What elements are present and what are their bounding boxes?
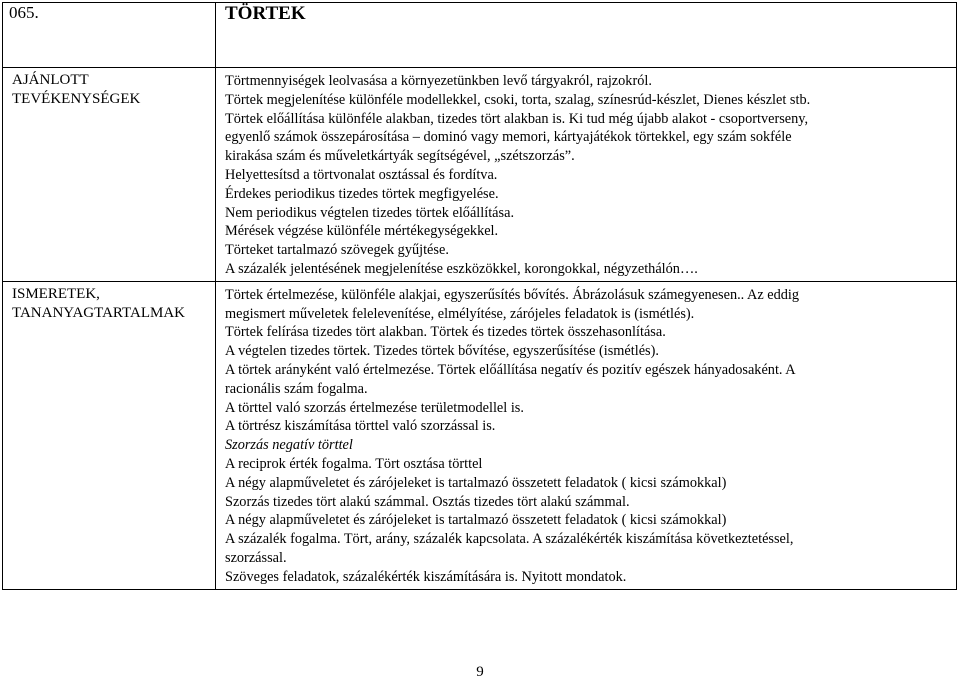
activity-line: Nem periodikus végtelen tizedes törtek előállítása.: [225, 204, 515, 221]
knowledge-line: Szöveges feladatok, százalékérték kiszámítására is. Nyitott mondatok.: [225, 568, 627, 585]
knowledge-line: A törttel való szorzás értelmezése területmodellel is.: [225, 399, 524, 416]
activities-row: [3, 68, 957, 282]
activity-line: Helyettesítsd a törtvonalat osztással és fordítva.: [225, 166, 498, 183]
activity-line: Érdekes periodikus tizedes törtek megfigyelése.: [225, 185, 499, 202]
knowledge-line: A négy alapműveletet és zárójeleket is tartalmazó összetett feladatok ( kicsi számokkal): [225, 474, 727, 491]
knowledge-line: Szorzás tizedes tört alakú számmal. Osztás tizedes tört alakú számmal.: [225, 493, 630, 510]
activities-label-line-2: TEVÉKENYSÉGEK: [12, 91, 141, 107]
page-number: 9: [476, 664, 484, 680]
activity-line: Mérések végzése különféle mértékegységekkel.: [225, 223, 499, 240]
knowledge-line: A négy alapműveletet és zárójeleket is tartalmazó összetett feladatok ( kicsi számokkal): [225, 512, 727, 529]
knowledge-line: A törtek arányként való értelmezése. Törtek előállítása negatív és pozitív egészek hányadosaként. A: [225, 361, 796, 378]
knowledge-label-line-2: TANANYAGTARTALMAK: [12, 304, 185, 321]
curriculum-table: [2, 2, 957, 590]
knowledge-line: A törtrész kiszámítása törttel való szorzással is.: [225, 418, 496, 435]
activity-line: Törteket tartalmazó szövegek gyűjtése.: [225, 242, 449, 259]
activity-line: egyenlő számok összepárosítása – dominó vagy memori, kártyajátékok törtekkel, egy szám sokféle: [225, 129, 792, 146]
knowledge-line: A százalék fogalma. Tört, arány, százalék kapcsolata. A százalékérték kiszámítása következtetéssel,: [225, 531, 794, 548]
knowledge-line: Törtek értelmezése, különféle alakjai, egyszerűsítés bővítés. Ábrázolásuk számegyenesen.. Az eddig: [225, 286, 800, 303]
knowledge-line: megismert műveletek felelevenítése, elmélyítése, zárójeles feladatok is (ismétlés).: [225, 305, 695, 322]
knowledge-label: [3, 281, 216, 589]
section-code: 065.: [3, 3, 216, 68]
activity-line: Törtmennyiségek leolvasása a környezetünkben levő tárgyakról, rajzokról.: [225, 73, 652, 89]
section-title: TÖRTEK: [216, 3, 957, 68]
knowledge-row: [3, 281, 957, 589]
knowledge-label-line-1: ISMERETEK,: [12, 285, 100, 302]
knowledge-line: Törtek felírása tizedes tört alakban. Törtek és tizedes törtek összehasonlítása.: [225, 324, 666, 341]
knowledge-line: racionális szám fogalma.: [225, 380, 368, 397]
header-row: [3, 3, 957, 68]
knowledge-line-italic: Szorzás negatív törttel: [225, 437, 353, 454]
knowledge-line: szorzással.: [225, 549, 287, 566]
activity-line: Törtek előállítása különféle alakban, tizedes tört alakban is. Ki tud még újabb alakot - csoportverseny,: [225, 110, 809, 127]
knowledge-line: A végtelen tizedes törtek. Tizedes törtek bővítése, egyszerűsítése (ismétlés).: [225, 343, 659, 360]
activities-label-line-1: AJÁNLOTT: [12, 72, 89, 88]
activity-line: Törtek megjelenítése különféle modellekkel, csoki, torta, szalag, színesrúd-készlet, Dienes készlet stb.: [225, 91, 811, 108]
activities-content: [216, 68, 957, 282]
knowledge-content: [216, 281, 957, 589]
activity-line: kirakása szám és műveletkártyák segítségével, „szétszorzás”.: [225, 148, 575, 165]
activities-label: [3, 68, 216, 282]
activity-line: A százalék jelentésének megjelenítése eszközökkel, korongokkal, négyzethálón….: [225, 260, 698, 277]
knowledge-line: A reciprok érték fogalma. Tört osztása törttel: [225, 455, 483, 472]
